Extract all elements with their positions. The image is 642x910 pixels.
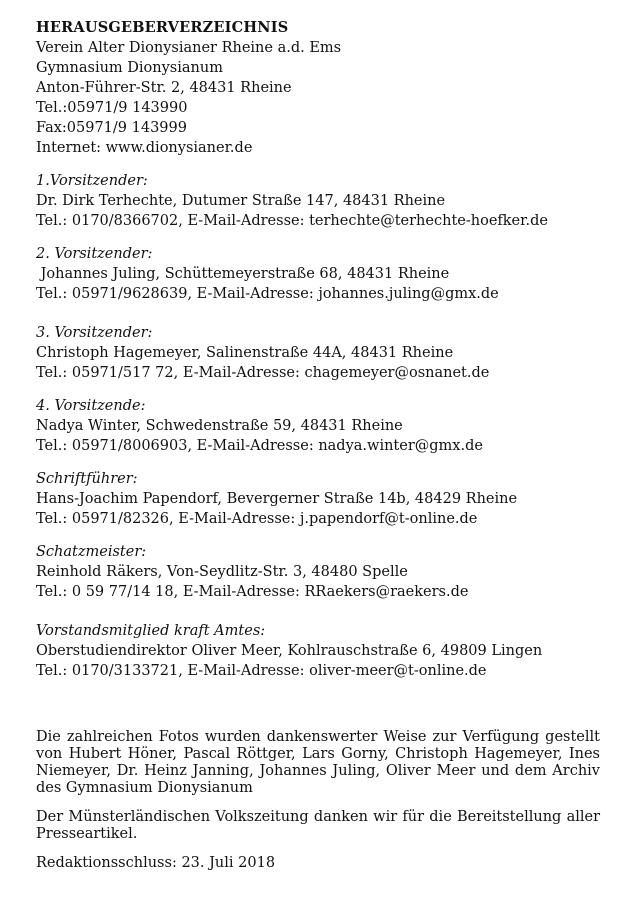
contact-address: Oberstudiendirektor Oliver Meer, Kohlrauschstraße 6, 49809 Lingen: [36, 643, 543, 659]
publisher-name: Verein Alter Dionysianer Rheine a.d. Ems: [36, 40, 342, 56]
contact-role: 2. Vorsitzender:: [36, 246, 153, 262]
contact-details: Tel.: 05971/8006903, E-Mail-Adresse: nadya.winter@gmx.de: [36, 438, 483, 454]
page-title: HERAUSGEBERVERZEICHNIS: [36, 19, 289, 36]
contact-address: Johannes Juling, Schüttemeyerstraße 68, 48431 Rheine: [36, 266, 450, 282]
contact-second-chair: [36, 245, 600, 304]
imprint-page: [36, 18, 600, 872]
school-name: Gymnasium Dionysianum: [36, 60, 223, 76]
contact-role: Schriftführer:: [36, 471, 138, 487]
contact-address: Nadya Winter, Schwedenstraße 59, 48431 Rheine: [36, 418, 403, 434]
contact-role: 4. Vorsitzende:: [36, 398, 146, 414]
contact-secretary: [36, 470, 600, 529]
photo-credits-paragraph: Die zahlreichen Fotos wurden dankenswerter Weise zur Verfügung gestellt von Hubert Höner, Pascal Röttger, Lars Gorny, Christoph Hagemeyer, Ines Niemeyer, Dr. Heinz Janning, Johannes Juling, Oliver Meer und dem Archiv des Gymnasium Dionysianum: [36, 729, 600, 796]
contact-details: Tel.: 05971/517 72, E-Mail-Adresse: chagemeyer@osnanet.de: [36, 365, 490, 381]
contact-role: 1.Vorsitzender:: [36, 173, 148, 189]
contact-role: 3. Vorsitzender:: [36, 325, 153, 341]
publisher-phone: Tel.:05971/9 143990: [36, 100, 188, 116]
contact-details: Tel.: 05971/82326, E-Mail-Adresse: j.papendorf@t-online.de: [36, 511, 478, 527]
editorial-deadline: Redaktionsschluss: 23. Juli 2018: [36, 855, 276, 871]
contact-details: Tel.: 0170/3133721, E-Mail-Adresse: oliver-meer@t-online.de: [36, 663, 487, 679]
publisher-website: Internet: www.dionysianer.de: [36, 140, 253, 156]
publisher-fax: Fax:05971/9 143999: [36, 120, 187, 136]
contact-fourth-chair: [36, 397, 600, 456]
contact-first-chair: [36, 172, 600, 231]
press-credits-paragraph: Der Münsterländischen Volkszeitung danken wir für die Bereitstellung aller Presseartikel.: [36, 809, 600, 842]
publisher-address: Anton-Führer-Str. 2, 48431 Rheine: [36, 80, 292, 96]
contact-treasurer: [36, 543, 600, 602]
contact-address: Reinhold Räkers, Von-Seydlitz-Str. 3, 48480 Spelle: [36, 564, 408, 580]
contact-third-chair: [36, 324, 600, 383]
contact-details: Tel.: 05971/9628639, E-Mail-Adresse: johannes.juling@gmx.de: [36, 286, 499, 302]
contact-address: Hans-Joachim Papendorf, Bevergerner Straße 14b, 48429 Rheine: [36, 491, 518, 507]
contact-address: Christoph Hagemeyer, Salinenstraße 44A, 48431 Rheine: [36, 345, 454, 361]
contact-role: Vorstandsmitglied kraft Amtes:: [36, 623, 266, 639]
contact-role: Schatzmeister:: [36, 544, 147, 560]
contact-details: Tel.: 0170/8366702, E-Mail-Adresse: terhechte@terhechte-hoefker.de: [36, 213, 548, 229]
publisher-section: [36, 18, 600, 158]
contact-address: Dr. Dirk Terhechte, Dutumer Straße 147, 48431 Rheine: [36, 193, 446, 209]
contact-details: Tel.: 0 59 77/14 18, E-Mail-Adresse: RRaekers@raekers.de: [36, 584, 469, 600]
contact-ex-officio: [36, 622, 600, 681]
